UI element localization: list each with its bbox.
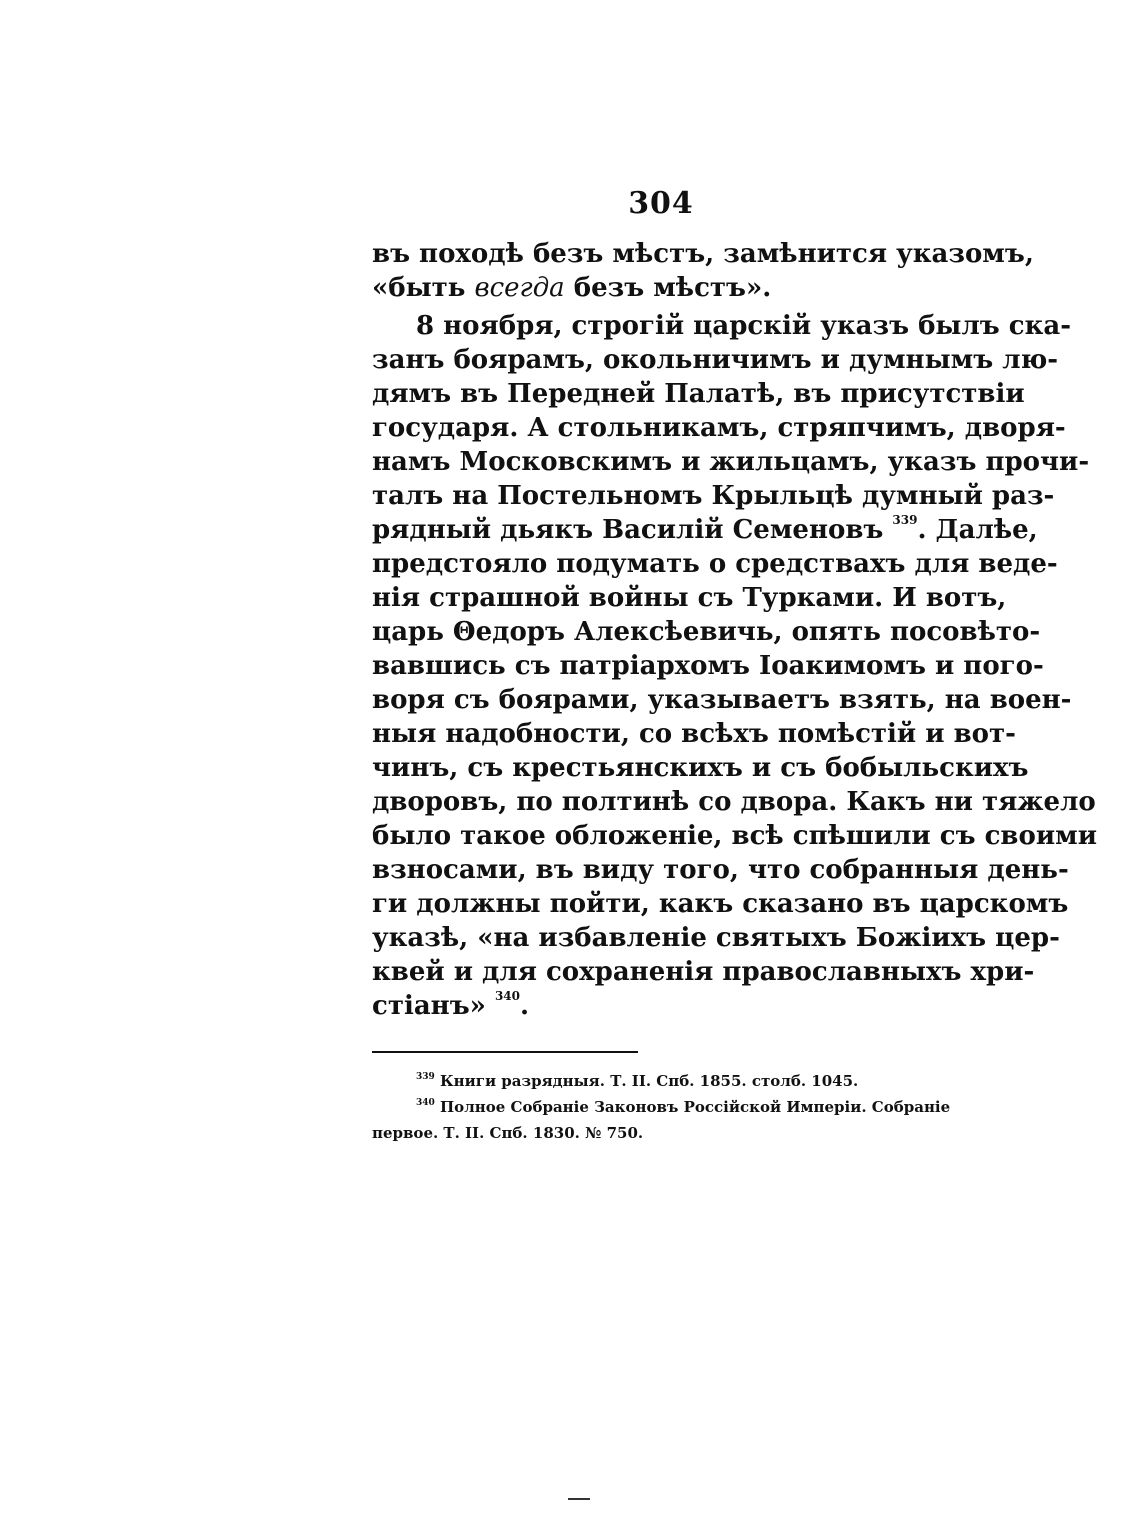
text-fragment: . <box>520 991 530 1021</box>
text-line: нія страшной войны съ Турками. И вотъ, <box>372 583 1007 613</box>
italic-word: всегда <box>474 273 565 303</box>
text-fragment: быть <box>388 273 475 303</box>
text-line: 8 ноября, строгій царскій указъ былъ ска- <box>416 311 1072 341</box>
text-line: дямъ въ Передней Палатѣ, въ присутствіи <box>372 379 1025 409</box>
text-line: дворовъ, по полтинѣ со двора. Какъ ни тяжело <box>372 787 1096 817</box>
text-line: ныя надобности, со всѣхъ помѣстій и вот- <box>372 719 1016 749</box>
text-line <box>372 989 950 1023</box>
text-line: воря съ боярами, указываетъ взять, на воен- <box>372 685 1072 715</box>
text-line: занъ боярамъ, окольничимъ и думнымъ лю- <box>372 345 1059 375</box>
text-line: было такое обложеніе, всѣ спѣшили съ своими <box>372 821 1097 851</box>
text-line: намъ Московскимъ и жильцамъ, указъ прочи- <box>372 447 1090 477</box>
text-line: предстояло подумать о средствахъ для веде- <box>372 549 1058 579</box>
footnote-340-continued: первое. Т. II. Спб. 1830. № 750. <box>372 1124 644 1142</box>
text-line: вавшись съ патріархомъ Іоакимомъ и пого- <box>372 651 1044 681</box>
footnote-separator <box>372 1051 638 1053</box>
text-line: царь Θедоръ Алексѣевичь, опять посовѣто- <box>372 617 1041 647</box>
text-line: въ походѣ безъ мѣстъ, замѣнится указомъ, <box>372 239 1034 269</box>
text-line: государя. А стольникамъ, стряпчимъ, дворя- <box>372 413 1066 443</box>
text-line: указѣ, «на избавленіе святыхъ Божіихъ цер- <box>372 923 1060 953</box>
bottom-mark <box>568 1498 590 1500</box>
text-fragment: рядный дьякъ Василій Семеновъ <box>372 515 893 545</box>
text-line <box>372 271 950 305</box>
footnote-ref: 340 <box>494 989 521 1003</box>
footnote-text: Полное Собраніе Законовъ Россійской Имперіи. Собраніе <box>434 1098 951 1116</box>
footnote-340 <box>416 1095 950 1119</box>
text-fragment: безъ мѣстъ». <box>564 273 772 303</box>
text-fragment: стіанъ» <box>372 991 495 1021</box>
text-line: взносами, въ виду того, что собранныя день- <box>372 855 1069 885</box>
page-number: 304 <box>628 186 694 221</box>
text-line: чинъ, съ крестьянскихъ и съ бобыльскихъ <box>372 753 1029 783</box>
open-quote: « <box>372 273 389 303</box>
text-line: талъ на Постельномъ Крыльцѣ думный раз- <box>372 481 1055 511</box>
footnote-marker: 339 <box>416 1072 435 1082</box>
footnote-text: Книги разрядныя. Т. II. Спб. 1855. столб. 1045. <box>434 1072 859 1090</box>
footnote-marker: 340 <box>416 1098 435 1108</box>
footnote-339 <box>416 1069 950 1093</box>
text-fragment: . Далѣе, <box>917 515 1038 545</box>
footnote-ref: 339 <box>892 513 918 527</box>
text-line: ги должны пойти, какъ сказано въ царскомъ <box>372 889 1069 919</box>
text-line <box>372 513 1038 547</box>
text-line: квей и для сохраненія православныхъ хри- <box>372 957 1035 987</box>
